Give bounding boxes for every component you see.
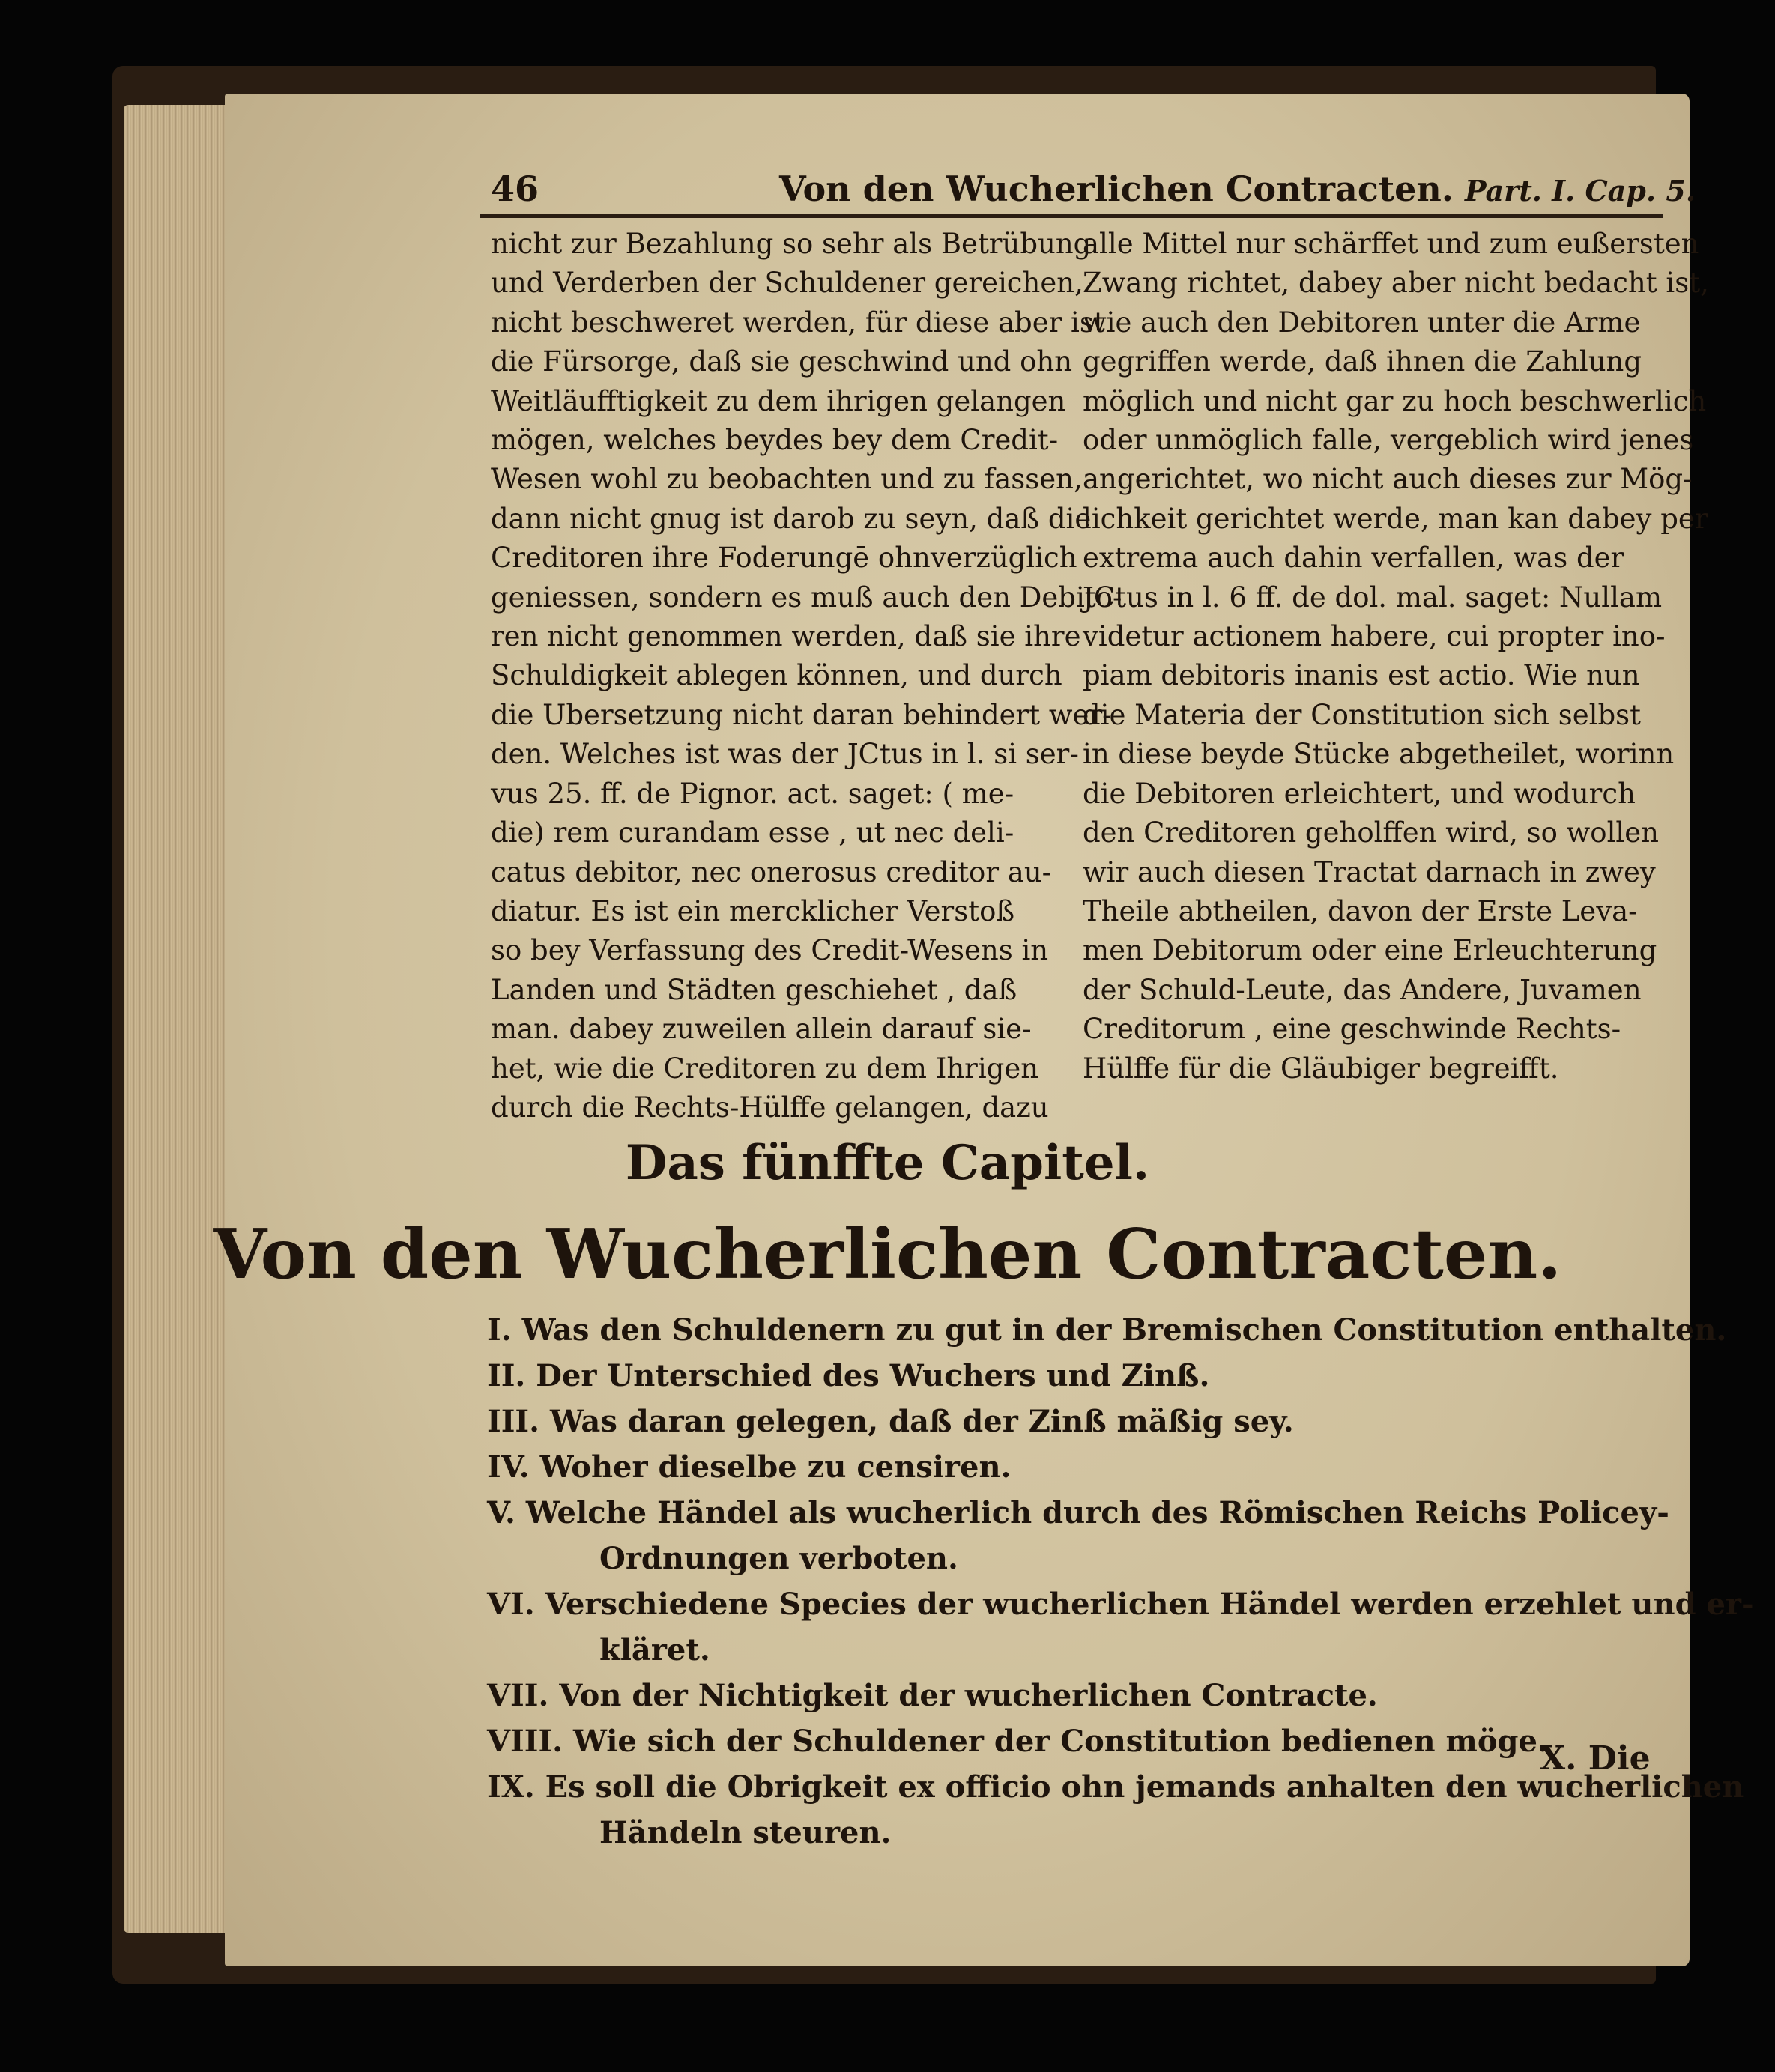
page-edges xyxy=(124,105,236,1933)
text-line: Hülffe für die Gläubiger begreifft. xyxy=(1083,1052,1559,1085)
toc-item-continuation: Ordnungen verboten. xyxy=(599,1541,958,1576)
text-line: diatur. Es ist ein mercklicher Verstoß xyxy=(491,894,1015,927)
text-line: lichkeit gerichtet werde, man kan dabey per xyxy=(1083,502,1708,535)
right-column xyxy=(1083,225,1709,1088)
text-line: Creditorum , eine geschwinde Rechts- xyxy=(1083,1013,1621,1046)
text-line: in diese beyde Stücke abgetheilet, worinn xyxy=(1083,738,1675,771)
text-line: durch die Rechts-Hülffe gelangen, dazu xyxy=(491,1091,1049,1124)
text-line: vus 25. ff. de Pignor. act. saget: ( me- xyxy=(491,777,1014,810)
text-line: die Fürsorge, daß sie geschwind und ohn xyxy=(491,345,1073,378)
text-line: extrema auch dahin verfallen, was der xyxy=(1083,542,1624,575)
text-line: dann nicht gnug ist darob zu seyn, daß die xyxy=(491,502,1092,535)
toc-item: VII. Von der Nichtigkeit der wucherlichen Contracte. xyxy=(487,1678,1378,1713)
toc-item: IV. Woher dieselbe zu censiren. xyxy=(487,1450,1012,1485)
text-line: het, wie die Creditoren zu dem Ihrigen xyxy=(491,1052,1039,1085)
text-line: die Materia der Constitution sich selbst xyxy=(1083,698,1642,731)
text-line: der Schuld-Leute, das Andere, Juvamen xyxy=(1083,973,1642,1006)
toc-item-continuation: Händeln steuren. xyxy=(599,1815,892,1850)
text-line: die Debitoren erleichtert, und wodurch xyxy=(1083,777,1636,810)
text-line: wir auch diesen Tractat darnach in zwey xyxy=(1083,855,1656,888)
text-line: die Ubersetzung nicht daran behindert wer- xyxy=(491,698,1112,731)
chapter-number-title: Das fünffte Capitel. xyxy=(625,1135,1150,1191)
text-line: man. dabey zuweilen allein darauf sie- xyxy=(491,1013,1032,1046)
text-line: gegriffen werde, daß ihnen die Zahlung xyxy=(1083,345,1642,378)
text-line: möglich und nicht gar zu hoch beschwerlich xyxy=(1083,384,1707,417)
text-line: catus debitor, nec onerosus creditor au- xyxy=(491,855,1052,888)
running-title: Von den Wucherlichen Contracten. xyxy=(779,169,1454,209)
text-line: men Debitorum oder eine Erleuchterung xyxy=(1083,934,1657,967)
toc-item: III. Was daran gelegen, daß der Zinß mäßig sey. xyxy=(487,1404,1294,1439)
text-line: die) rem curandam esse , ut nec deli- xyxy=(491,817,1014,849)
toc-item: II. Der Unterschied des Wuchers und Zinß. xyxy=(487,1358,1210,1393)
text-line: angerichtet, wo nicht auch dieses zur Mög- xyxy=(1083,463,1693,496)
text-line: Zwang richtet, dabey aber nicht bedacht ist, xyxy=(1083,267,1709,300)
text-line: wie auch den Debitoren unter die Arme xyxy=(1083,306,1641,339)
text-line: Wesen wohl zu beobachten und zu fassen, xyxy=(491,463,1083,496)
section-reference: Part. I. Cap. 5. xyxy=(1465,174,1696,207)
text-line: und Verderben der Schuldener gereichen, xyxy=(491,267,1083,300)
text-line: oder unmöglich falle, vergeblich wird jenes xyxy=(1083,424,1694,457)
toc-item-continuation: kläret. xyxy=(599,1632,710,1667)
text-line: Weitläufftigkeit zu dem ihrigen gelangen xyxy=(491,384,1066,417)
text-line: nicht zur Bezahlung so sehr als Betrübung xyxy=(491,228,1092,260)
toc-item: IX. Es soll die Obrigkeit ex officio ohn jemands anhalten den wucherlichen xyxy=(487,1769,1744,1805)
page-number: 46 xyxy=(491,169,539,209)
catchword: X. Die xyxy=(1540,1739,1651,1778)
toc-item: VI. Verschiedene Species der wucherlichen Händel werden erzehlet und er- xyxy=(487,1587,1754,1622)
text-line: nicht beschweret werden, für diese aber ist xyxy=(491,306,1105,339)
text-line: alle Mittel nur schärffet und zum eußersten xyxy=(1083,228,1699,260)
chapter-main-title: Von den Wucherlichen Contracten. xyxy=(213,1214,1562,1294)
text-line: mögen, welches beydes bey dem Credit- xyxy=(491,424,1059,457)
text-line: geniessen, sondern es muß auch den Debito- xyxy=(491,581,1122,614)
text-line: den. Welches ist was der JCtus in l. si ser- xyxy=(491,738,1079,771)
toc-item: V. Welche Händel als wucherlich durch des Römischen Reichs Policey- xyxy=(487,1495,1669,1530)
left-column xyxy=(491,225,1122,1127)
toc-item: VIII. Wie sich der Schuldener der Constitution bedienen möge. xyxy=(487,1724,1548,1759)
text-line: Schuldigkeit ablegen können, und durch xyxy=(491,659,1062,692)
text-line: Landen und Städten geschiehet , daß xyxy=(491,973,1017,1006)
text-line: JCtus in l. 6 ff. de dol. mal. saget: Nullam xyxy=(1083,581,1663,614)
text-line: videtur actionem habere, cui propter ino- xyxy=(1083,620,1666,653)
text-line: ren nicht genommen werden, daß sie ihre xyxy=(491,620,1081,653)
toc-item: I. Was den Schuldenern zu gut in der Bremischen Constitution enthalten. xyxy=(487,1312,1727,1348)
text-line: so bey Verfassung des Credit-Wesens in xyxy=(491,934,1049,967)
text-line: den Creditoren geholffen wird, so wollen xyxy=(1083,817,1659,849)
text-line: Creditoren ihre Foderungē ohnverzüglich xyxy=(491,542,1077,575)
header-rule xyxy=(480,214,1663,218)
text-line: Theile abtheilen, davon der Erste Leva- xyxy=(1083,894,1638,927)
text-line: piam debitoris inanis est actio. Wie nun xyxy=(1083,659,1640,692)
chapter-contents xyxy=(487,1307,1754,1856)
